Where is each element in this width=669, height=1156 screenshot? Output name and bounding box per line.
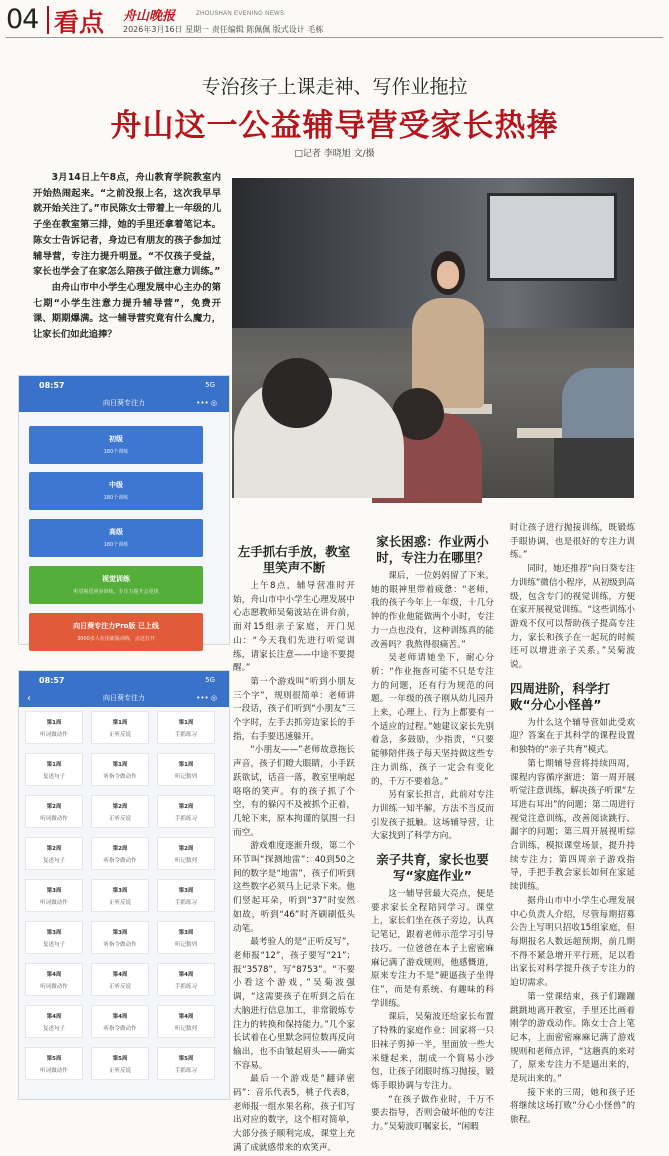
week-label: 第1周 xyxy=(178,762,194,768)
section-heading: 家长困惑：作业两小时，专注力在哪里？ xyxy=(376,534,489,565)
app-nav-bar xyxy=(19,691,229,707)
week-training-cell[interactable] xyxy=(91,879,149,912)
training-name: 听记数列 xyxy=(174,858,197,864)
body-paragraph: 第七期辅导营将持续四周，课程内容循序渐进：第一周开展听觉注意训练，解决孩子听课“左耳进右耳出”的问题；第二周进行视觉注意训练，改善阅读跳行、漏字的问题；第三周开展视听综合训练，模拟课堂场景，提升持续专注力；第四周亲子游戏指导，手把手教会家长如何在家延续训练。 xyxy=(510,758,635,893)
app-screenshot-levels xyxy=(18,375,230,645)
more-icon: ••• ◎ xyxy=(196,399,217,407)
newspaper-name-en: ZHOUSHAN EVENING NEWS xyxy=(196,11,285,17)
photo-student-head xyxy=(262,358,332,428)
body-paragraph: 第一个游戏叫“听到小朋友三个字”，规则很简单：老师讲一段话，孩子们听到“小朋友”三个字时，左手去抓旁边家长的手指，右手要迅速躲开。 xyxy=(233,676,355,742)
level-sub: 180个训练 xyxy=(103,542,129,548)
week-training-cell[interactable] xyxy=(91,1005,149,1038)
week-label: 第4周 xyxy=(112,972,128,978)
level-sub: 听觉视觉同步训练，专注力提升会更快 xyxy=(73,589,159,595)
training-name: 正听反说 xyxy=(108,1068,131,1074)
week-label: 第5周 xyxy=(178,1056,194,1062)
level-title: 向日葵专注力Pro版 已上线 xyxy=(73,622,159,630)
body-paragraph: “小朋友——”老师故意拖长声音，孩子们瞪大眼睛，小手跃跃欲试，话音一落，教室里响起咯咯的笑声。有的孩子抓了个空，有的躲闪不及被抓个正着，几轮下来，原本拘谨的氛围一扫而空。 xyxy=(233,745,355,838)
week-label: 第2周 xyxy=(46,804,62,810)
week-label: 第1周 xyxy=(46,720,62,726)
week-label: 第3周 xyxy=(178,888,194,894)
training-name: 听指令做动作 xyxy=(103,858,137,864)
issue-meta: 2026年3月16日 星期一 责任编辑 陈佩佩 版式设计 毛栋 xyxy=(123,25,324,34)
body-paragraph: 游戏难度逐渐升级，第二个环节叫“探测地雷”：40到50之间的数字是“地雷”，孩子们听到这些数字必须马上记录下来。他们竖起耳朵，听到“37”时安然如故，听到“46”时齐刷刷低头动笔。 xyxy=(233,841,355,934)
section-title: 看点 xyxy=(54,8,105,37)
back-icon[interactable]: ‹ xyxy=(27,693,31,704)
training-name: 听词做动作 xyxy=(40,732,68,738)
level-block-advanced[interactable] xyxy=(29,519,203,557)
week-label: 第4周 xyxy=(178,972,194,978)
status-time: 08:57 xyxy=(39,676,65,685)
training-name: 复述句子 xyxy=(42,942,65,948)
week-training-cell[interactable] xyxy=(25,963,83,996)
photo-student xyxy=(562,368,634,443)
article-column-2 xyxy=(371,526,494,1135)
training-name: 听记数列 xyxy=(174,774,197,780)
body-paragraph: 吴老师请她坐下，耐心分析：“作业拖沓可能不只是专注力的问题，还有行为规范的问题。一年级的孩子刚从幼儿园升上来，心理上、行为上都要有一个适应的过程。”她建议家长先别着急，多鼓励，少指责，“只要能够陪伴孩子每天坚持做这些专注力训练，孩子一定会有变化的，千万不要着急。” xyxy=(371,653,494,787)
body-paragraph: 第一堂课结束，孩子们蹦蹦跳跳地离开教室，手里还比画着刚学的游戏动作。陈女士合上笔记本，上面密密麻麻记满了游戏规则和老师点评，“这趟真的来对了，原来专注力不是逼出来的，是玩出来的。” xyxy=(510,991,635,1085)
training-name: 正听反说 xyxy=(108,816,131,822)
week-label: 第3周 xyxy=(46,930,62,936)
training-name: 手抓练习 xyxy=(174,1068,197,1074)
classroom-photo xyxy=(232,178,634,498)
training-name: 听词做动作 xyxy=(40,816,68,822)
training-name: 手抓练习 xyxy=(174,984,197,990)
visual-training-button[interactable] xyxy=(29,566,203,604)
app-title: 向日葵专注力 xyxy=(103,399,145,407)
week-training-cell[interactable] xyxy=(91,837,149,870)
level-title: 视觉训练 xyxy=(102,575,130,583)
training-name: 手抓练习 xyxy=(174,816,197,822)
article-lead xyxy=(33,170,221,343)
level-block-intermediate[interactable] xyxy=(29,472,203,510)
body-paragraph: 上午8点，辅导营准时开始，舟山市中小学生心理发展中心志愿教师吴菊波站在讲台前，面对15组亲子家庭，开门见山：“今天我们先进行听觉训练，请家长注意——中途不要提醒。” xyxy=(233,581,355,674)
week-training-cell[interactable] xyxy=(25,711,83,744)
level-title: 中级 xyxy=(109,481,123,489)
article-subhead: 专治孩子上课走神、写作业拖拉 xyxy=(201,76,468,98)
app-title: 向日葵专注力 xyxy=(103,694,145,702)
body-paragraph: 为什么这个辅导营如此受欢迎？答案在于其科学的课程设置和独特的“亲子共育”模式。 xyxy=(510,717,635,756)
level-title: 高级 xyxy=(109,528,123,536)
pro-version-banner[interactable] xyxy=(29,613,203,651)
level-sub: 180个训练 xyxy=(103,449,129,455)
lead-paragraph: 3月14日上午8点，舟山教育学院教室内开始热闹起来。“之前没报上名，这次我早早就开始关注了。”市民陈女士带着上一年级的儿子坐在教室第三排，她的手里还拿着笔记本。陈女士告诉记者，身边已有朋友的孩子参加过辅导营，专注力提升明显。“不仅孩子受益，家长也学会了在家怎么陪孩子做注意力训练。” xyxy=(33,172,221,278)
status-bar xyxy=(19,376,229,396)
app-nav-bar xyxy=(19,396,229,412)
training-name: 复述句子 xyxy=(42,1026,65,1032)
article-column-1 xyxy=(233,536,355,1156)
body-paragraph: 据舟山市中小学生心理发展中心负责人介绍，尽管每期招募公告上写明只招收15组家庭，但每期报名人数远超预期，前几期不得不紧急增开平行班，足以看出家长对科学提升孩子专注力的迫切需求。 xyxy=(510,895,635,989)
week-training-cell[interactable] xyxy=(91,795,149,828)
training-name: 复述句子 xyxy=(42,858,65,864)
week-training-cell[interactable] xyxy=(25,921,83,954)
body-paragraph: 这一辅导营最大亮点，便是要求家长全程陪同学习。课堂上，家长们坐在孩子旁边，认真记笔记，跟着老师示范学习引导技巧。一位爸爸在本子上密密麻麻记满了游戏规则，他感慨道，原来专注力不是“硬逼孩子坐得住”，而是有系统、有趣味的科学训练。 xyxy=(371,889,494,1009)
level-title: 初级 xyxy=(109,435,123,443)
training-name: 听词做动作 xyxy=(40,984,68,990)
week-label: 第2周 xyxy=(112,804,128,810)
article-column-3 xyxy=(510,522,635,1128)
body-paragraph: 同时，她还推荐“向日葵专注力训练”微信小程序，从初级到高级，包含专门的视觉训练，方便在家开展视觉训练。“这些训练小游戏不仅可以帮助孩子提高专注力，家长和孩子在一起玩的时候还可以增进亲子关系。”吴菊波说。 xyxy=(510,564,635,671)
masthead xyxy=(0,0,669,38)
training-name: 听词做动作 xyxy=(40,900,68,906)
level-sub: 180个训练 xyxy=(103,495,129,501)
training-name: 听指令做动作 xyxy=(103,942,137,948)
week-training-cell[interactable] xyxy=(91,711,149,744)
week-training-cell[interactable] xyxy=(25,1047,83,1080)
week-label: 第1周 xyxy=(46,762,62,768)
week-training-cell[interactable] xyxy=(157,795,215,828)
body-paragraph: 最后一个游戏是“翻译密码”：音乐代表5，桃子代表8，老师报一组水果名称，孩子们写出对应的数字，这个相对简单，大部分孩子顺利完成，课堂上充满了成就感带来的欢笑声。 xyxy=(233,1074,355,1153)
lead-paragraph: 由舟山市中小学生心理发展中心主办的第七期“小学生注意力提升辅导营”，免费开课、期期爆满。这一辅导营究竟有什么魔力，让家长们如此追捧？ xyxy=(33,281,221,341)
week-label: 第1周 xyxy=(112,720,128,726)
week-label: 第4周 xyxy=(112,1014,128,1020)
app-screenshot-weeks xyxy=(18,670,230,1100)
section-heading: 亲子共育，家长也要写“家庭作业” xyxy=(376,852,489,884)
body-paragraph: 最考验人的是“正听反写”，老师报“12”，孩子要写“21”；报“3578”，写“8753”。“不要小看这个游戏，”吴菊波强调，“这需要孩子在听到之后在大脑进行信息加工，非常锻炼专注力的转换和保持能力。”几个家长试着在心里默念同位数再反向输出，也不由皱起眉头——确实不容易。 xyxy=(233,937,355,1071)
week-training-cell[interactable] xyxy=(25,795,83,828)
training-name: 手抓练习 xyxy=(174,732,197,738)
week-training-cell[interactable] xyxy=(157,711,215,744)
week-training-cell[interactable] xyxy=(25,753,83,786)
week-training-cell[interactable] xyxy=(157,1047,215,1080)
body-paragraph: 时让孩子进行抛接训练，既锻炼手眼协调，也是很好的专注力训练。” xyxy=(510,523,635,561)
section-heading: 左手抓右手放，教室里笑声不断 xyxy=(237,544,351,575)
status-bar xyxy=(19,671,229,691)
body-paragraph: 另有家长担言，此前对专注力训练一知半解，方法不当反而引发孩子抵触。这场辅导营，让大家找到了科学方向。 xyxy=(371,790,494,842)
week-label: 第2周 xyxy=(112,846,128,852)
training-name: 听指令做动作 xyxy=(103,1026,137,1032)
week-training-cell[interactable] xyxy=(91,963,149,996)
training-name: 听记数列 xyxy=(174,942,197,948)
week-label: 第3周 xyxy=(112,930,128,936)
week-training-cell[interactable] xyxy=(157,753,215,786)
level-block-beginner[interactable] xyxy=(29,426,203,464)
status-time: 08:57 xyxy=(39,381,65,390)
training-name: 正听反说 xyxy=(108,900,131,906)
newspaper-logo: 舟山晚报 xyxy=(123,9,176,24)
week-label: 第4周 xyxy=(46,1014,62,1020)
week-label: 第2周 xyxy=(178,846,194,852)
level-sub: 3000多人在用新版训练，点这打开 xyxy=(77,636,155,642)
week-training-cell[interactable] xyxy=(91,1047,149,1080)
week-label: 第3周 xyxy=(112,888,128,894)
body-paragraph: 课后，吴菊波还给家长布置了特殊的家庭作业：回家将一只旧袜子剪掉一半，里面放一些大米缝起来，制成一个简易小沙包，让孩子闭眼时练习抛接，锻炼手眼协调与专注力。 xyxy=(371,1012,494,1091)
training-name: 正听反说 xyxy=(108,732,131,738)
photo-chair xyxy=(554,438,634,498)
week-label: 第1周 xyxy=(112,762,128,768)
body-paragraph: “在孩子做作业时，千万不要去指导，否则会破坏他的专注力。”吴菊波叮嘱家长，“闲暇 xyxy=(371,1094,494,1133)
article-headline: 舟山这一公益辅导营受家长热捧 xyxy=(110,108,559,144)
week-label: 第3周 xyxy=(46,888,62,894)
week-label: 第4周 xyxy=(46,972,62,978)
week-training-cell[interactable] xyxy=(25,1005,83,1038)
signal-indicator: 5G xyxy=(205,381,215,389)
training-name: 正听反说 xyxy=(108,984,131,990)
week-training-cell[interactable] xyxy=(157,879,215,912)
section-heading: 四周进阶，科学打败“分心小怪兽” xyxy=(510,680,611,712)
signal-indicator: 5G xyxy=(205,676,215,684)
week-label: 第5周 xyxy=(46,1056,62,1062)
week-training-cell[interactable] xyxy=(25,837,83,870)
week-training-cell[interactable] xyxy=(157,963,215,996)
week-label: 第5周 xyxy=(112,1056,128,1062)
more-icon: ••• ◎ xyxy=(196,694,217,702)
training-name: 手抓练习 xyxy=(174,900,197,906)
training-name: 复述句子 xyxy=(42,774,65,780)
week-training-cell[interactable] xyxy=(157,921,215,954)
week-training-cell[interactable] xyxy=(157,1005,215,1038)
week-training-cell[interactable] xyxy=(157,837,215,870)
training-name: 听词做动作 xyxy=(40,1068,68,1074)
training-name: 听记数列 xyxy=(174,1026,197,1032)
week-training-cell[interactable] xyxy=(91,753,149,786)
week-label: 第3周 xyxy=(178,930,194,936)
body-paragraph: 课后，一位妈妈留了下来。她的眼神里带着疲惫：“老师，我的孩子今年上一年级，十几分钟的作业他能做两个小时，专注力一点也没有，这种训练真的能改善吗？我熬得很痛苦。” xyxy=(371,571,494,650)
masthead-divider xyxy=(47,6,49,34)
week-training-cell[interactable] xyxy=(25,879,83,912)
photo-screen xyxy=(487,193,617,281)
week-training-cell[interactable] xyxy=(91,921,149,954)
masthead-rule xyxy=(6,37,663,38)
week-label: 第4周 xyxy=(178,1014,194,1020)
photo-teacher-face xyxy=(437,261,459,289)
training-name: 听指令做动作 xyxy=(103,774,137,780)
week-label: 第1周 xyxy=(178,720,194,726)
week-label: 第2周 xyxy=(178,804,194,810)
article-byline: □记者 李晓旭 文/摄 xyxy=(294,149,375,159)
page-number: 04 xyxy=(6,4,39,35)
week-label: 第2周 xyxy=(46,846,62,852)
body-paragraph: 接下来的三周，她和孩子还将继续这场打败“分心小怪兽”的旅程。 xyxy=(510,1087,635,1126)
